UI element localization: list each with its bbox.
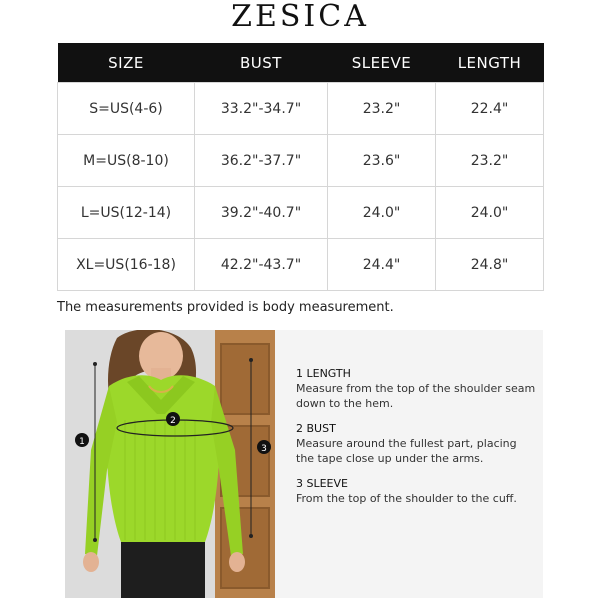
step-description: From the top of the shoulder to the cuff. bbox=[296, 492, 517, 505]
step-sleeve bbox=[296, 476, 536, 506]
cell-bust: 33.2"-34.7" bbox=[195, 83, 328, 135]
marker-sleeve bbox=[257, 440, 271, 454]
table-header-row bbox=[58, 43, 544, 83]
cell-size: L=US(12-14) bbox=[58, 187, 195, 239]
marker-length bbox=[75, 433, 89, 447]
step-description: Measure from the top of the shoulder seam down to the hem. bbox=[296, 382, 536, 410]
column-header-sleeve: SLEEVE bbox=[328, 43, 436, 83]
brand-logo: ZESICA bbox=[231, 0, 369, 34]
table-row bbox=[58, 187, 544, 239]
cell-sleeve: 23.6" bbox=[328, 135, 436, 187]
measurement-note: The measurements provided is body measurement. bbox=[57, 300, 394, 315]
table-row bbox=[58, 239, 544, 291]
measurement-instructions bbox=[296, 366, 536, 516]
column-header-bust: BUST bbox=[195, 43, 328, 83]
model-illustration bbox=[65, 330, 275, 598]
cell-length: 23.2" bbox=[436, 135, 544, 187]
step-bust bbox=[296, 421, 536, 466]
table-row bbox=[58, 135, 544, 187]
cell-sleeve: 24.4" bbox=[328, 239, 436, 291]
cell-length: 22.4" bbox=[436, 83, 544, 135]
cell-length: 24.0" bbox=[436, 187, 544, 239]
cell-bust: 36.2"-37.7" bbox=[195, 135, 328, 187]
marker-bust bbox=[166, 412, 180, 426]
step-title: 1 LENGTH bbox=[296, 367, 351, 380]
cell-size: M=US(8-10) bbox=[58, 135, 195, 187]
step-description: Measure around the fullest part, placing the tape close up under the arms. bbox=[296, 437, 517, 465]
measurement-guide-panel bbox=[65, 330, 543, 598]
cell-bust: 39.2"-40.7" bbox=[195, 187, 328, 239]
cell-length: 24.8" bbox=[436, 239, 544, 291]
svg-text:2: 2 bbox=[170, 416, 176, 426]
step-length bbox=[296, 366, 536, 411]
column-header-length: LENGTH bbox=[436, 43, 544, 83]
column-header-size: SIZE bbox=[58, 43, 195, 83]
step-title: 3 SLEEVE bbox=[296, 477, 348, 490]
cell-size: S=US(4-6) bbox=[58, 83, 195, 135]
step-title: 2 BUST bbox=[296, 422, 336, 435]
size-chart-table bbox=[57, 43, 544, 291]
svg-text:3: 3 bbox=[261, 444, 267, 454]
svg-text:1: 1 bbox=[79, 437, 85, 447]
cell-sleeve: 23.2" bbox=[328, 83, 436, 135]
cell-size: XL=US(16-18) bbox=[58, 239, 195, 291]
cell-bust: 42.2"-43.7" bbox=[195, 239, 328, 291]
table-row bbox=[58, 83, 544, 135]
cell-sleeve: 24.0" bbox=[328, 187, 436, 239]
model-photo bbox=[65, 330, 275, 598]
